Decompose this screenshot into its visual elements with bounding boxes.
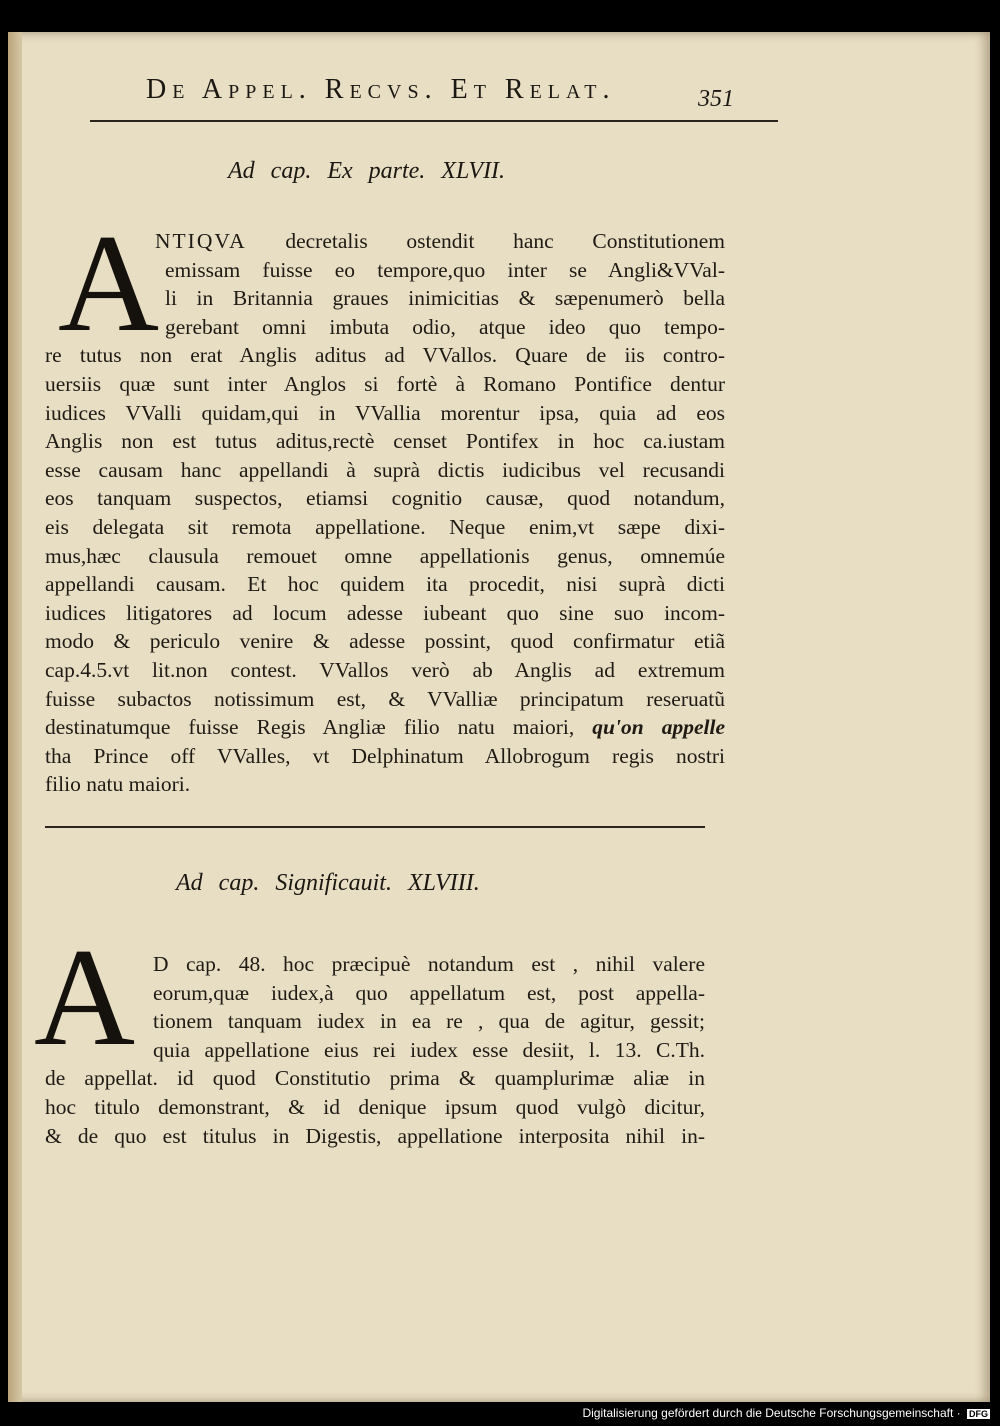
section-divider	[45, 826, 705, 828]
drop-cap-1: A	[58, 206, 160, 361]
dfg-logo-icon: DFG	[969, 1408, 988, 1419]
text-line: eos tanquam suspectos, etiamsi cognitio causæ, quod notandum,	[45, 486, 725, 511]
text-line: tha Prince off VValles, vt Delphinatum Allobrogum regis nostri	[45, 743, 725, 768]
chapter-heading-47: Ad cap. Ex parte. XLVII.	[228, 158, 506, 184]
text-line: Anglis non est tutus aditus,rectè censet Pontifex in hoc ca.iustam	[45, 429, 725, 454]
text-line: cap.4.5.vt lit.non contest. VVallos verò ab Anglis ad extremum	[45, 657, 725, 682]
running-title: De Appel. Recvs. Et Relat.	[146, 74, 616, 105]
text-line: gerebant omni imbuta odio, atque ideo quo tempo-	[165, 314, 725, 339]
chapter-heading-48: Ad cap. Significauit. XLVIII.	[176, 870, 480, 896]
text-line: tionem tanquam iudex in ea re , qua de agitur, gessit;	[153, 1009, 705, 1034]
text-line: esse causam hanc appellandi à suprà dictis iudicibus vel recusandi	[45, 457, 725, 482]
french-phrase: qu'on appelle	[592, 715, 726, 740]
header-rule	[90, 120, 778, 122]
text-line: uersiis quæ sunt inter Anglos si fortè à Romano Pontifice dentur	[45, 371, 725, 396]
text-line: hoc titulo demonstrant, & id denique ipsum quod vulgò dicitur,	[45, 1094, 705, 1119]
text-line: NTIQVA decretalis ostendit hanc Constitutionem	[155, 229, 726, 253]
text-line: de appellat. id quod Constitutio prima & quamplurimæ aliæ in	[45, 1066, 705, 1091]
digitization-credit: Digitalisierung gefördert durch die Deutsche Forschungsgemeinschaft · DFG	[582, 1406, 988, 1420]
paragraph-47	[45, 227, 725, 799]
text-line: modo & periculo venire & adesse possint, quod confirmatur etiã	[45, 629, 725, 654]
text-line: & de quo est titulus in Digestis, appellatione interposita nihil in-	[45, 1123, 705, 1148]
text-line: D cap. 48. hoc præcipuè notandum est , nihil valere	[153, 952, 705, 976]
text-line: eorum,quæ iudex,à quo appellatum est, post appella-	[153, 980, 705, 1005]
text-line: fuisse subactos notissimum est, & VValliæ principatum reseruatũ	[45, 686, 725, 711]
page-edge	[8, 32, 22, 1402]
lead-word: NTIQVA	[155, 229, 247, 253]
text-line: appellandi causam. Et hoc quidem ita procedit, nisi suprà dicti	[45, 572, 725, 597]
text-line: iudices litigatores ad locum adesse iubeant quo sine suo incom-	[45, 600, 725, 625]
text-line: re tutus non erat Anglis aditus ad VVallos. Quare de iis contro-	[45, 343, 725, 368]
text-line: filio natu maiori.	[45, 772, 191, 797]
text-line: mus,hæc clausula remouet omne appellationis genus, omnemúe	[45, 543, 725, 568]
text-line: li in Britannia graues inimicitias & sæpenumerò bella	[165, 286, 725, 311]
page-number: 351	[698, 86, 734, 112]
text-line: quia appellatione eius rei iudex esse desiit, l. 13. C.Th.	[153, 1037, 705, 1062]
text-line: emissam fuisse eo tempore,quo inter se Angli&VVal-	[165, 257, 725, 282]
text-line: destinatumque fuisse Regis Angliæ filio natu maiori, qu'on appelle	[45, 715, 726, 740]
paragraph-48	[45, 950, 705, 1150]
text-line: iudices VValli quidam,qui in VVallia morentur ipsa, quia ad eos	[45, 400, 725, 425]
drop-cap-2: A	[34, 920, 136, 1075]
text-line: eis delegata sit remota appellatione. Neque enim,vt sæpe dixi-	[45, 514, 725, 539]
